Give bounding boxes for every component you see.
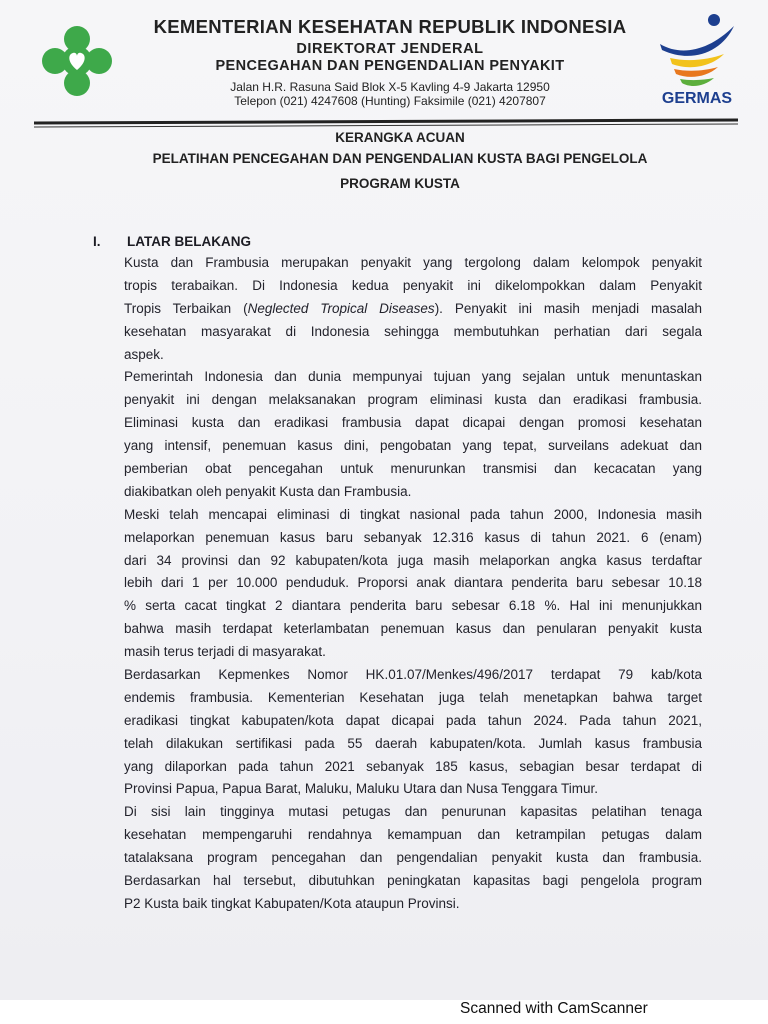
body-text-run: Tropis Terbaikan ( <box>124 300 248 316</box>
body-line: pemberian obat pencegahan untuk menurunkan transmisi dan kecacatan yang <box>124 461 702 477</box>
body-text-run: ). Penyakit ini masih menjadi masalah <box>434 300 702 316</box>
body-line: Berdasarkan Kepmenkes Nomor HK.01.07/Menkes/496/2017 terdapat 79 kab/kota <box>124 667 702 683</box>
ministry-name: KEMENTERIAN KESEHATAN REPUBLIK INDONESIA <box>153 16 627 37</box>
sub-directorate-name: PENCEGAHAN DAN PENGENDALIAN PENYAKIT <box>215 58 565 74</box>
section-heading: LATAR BELAKANG <box>127 234 251 249</box>
body-line: Kusta dan Frambusia merupakan penyakit yang tergolong dalam kelompok penyakit <box>124 255 702 270</box>
body-line: eradikasi tingkat kabupaten/kota dapat dicapai pada tahun 2024. Pada tahun 2021, <box>124 712 702 728</box>
document-type-title: KERANGKA ACUAN <box>335 130 465 145</box>
body-line: diakibatkan oleh penyakit Kusta dan Frambusia. <box>124 483 412 499</box>
camscanner-watermark: Scanned with CamScanner <box>460 1000 648 1017</box>
document-title-line-1: PELATIHAN PENCEGAHAN DAN PENGENDALIAN KUSTA BAGI PENGELOLA <box>152 151 648 166</box>
body-line: yang intensif, penemuan kasus dini, pengobatan yang tepat, surveilans adekuat dan <box>124 438 702 454</box>
phone-line: Telepon (021) 4247608 (Hunting) Faksimile (021) 4207807 <box>234 94 546 108</box>
body-line: tropis terabaikan. Di Indonesia kedua penyakit ini dikelompokkan dalam Penyakit <box>124 277 702 293</box>
body-line: telah dilakukan sertifikasi pada 55 daerah kabupaten/kota. Jumlah kasus frambusia <box>124 735 702 751</box>
body-line: kesehatan masyarakat di Indonesia sehingga membutuhkan perhatian dari segala <box>124 323 702 339</box>
body-line: P2 Kusta baik tingkat Kabupaten/Kota ataupun Provinsi. <box>124 895 460 911</box>
address-line: Jalan H.R. Rasuna Said Blok X-5 Kavling 4-9 Jakarta 12950 <box>230 80 550 94</box>
body-line <box>124 298 702 321</box>
body-line: yang dilaporkan pada tahun 2021 sebanyak 185 kasus, sebagian besar terdapat di <box>124 758 702 774</box>
body-line: Eliminasi kusta dan eradikasi frambusia dapat dicapai dengan promosi kesehatan <box>124 415 702 431</box>
body-line: Meski telah mencapai eliminasi di tingkat nasional pada tahun 2000, Indonesia masih <box>124 506 702 522</box>
document-title-line-2: PROGRAM KUSTA <box>340 176 460 191</box>
section-body <box>124 252 702 916</box>
body-line: Berdasarkan hal tersebut, dibutuhkan peningkatan kapasitas bagi pengelola program <box>124 873 702 889</box>
body-line: penyakit ini dengan melaksanakan program eliminasi kusta dan eradikasi frambusia. <box>124 392 702 408</box>
germas-label: GERMAS <box>661 90 733 107</box>
body-line: melaporkan penemuan kasus baru sebanyak 12.316 kasus di tahun 2021. 6 (enam) <box>124 529 702 545</box>
body-line: masih terus terjadi di masyarakat. <box>124 644 326 660</box>
footer-band <box>0 1000 768 1024</box>
body-line: tatalaksana program pencegahan dan pengendalian penyakit kusta dan frambusia. <box>124 850 702 866</box>
italic-term: Neglected Tropical Diseases <box>247 300 435 316</box>
section-number: I. <box>93 234 101 249</box>
body-line: lebih dari 1 per 10.000 penduduk. Proporsi anak diantara penderita baru sebesar 10.18 <box>124 575 702 591</box>
body-line: kesehatan mempengaruhi rendahnya kemampuan dan ketrampilan petugas dalam <box>124 827 702 843</box>
body-line: dari 34 provinsi dan 92 kabupaten/kota juga masih melaporkan angka kasus terdaftar <box>124 552 702 568</box>
body-line: Provinsi Papua, Papua Barat, Maluku, Maluku Utara dan Nusa Tenggara Timur. <box>124 781 599 797</box>
kemenkes-logo <box>34 18 120 104</box>
body-line: Di sisi lain tingginya mutasi petugas dan penurunan kapasitas pelatihan tenaga <box>124 804 702 820</box>
body-line: endemis frambusia. Kementerian Kesehatan juga telah menetapkan bahwa target <box>124 689 702 705</box>
body-line: aspek. <box>124 346 164 362</box>
body-line: bahwa masih terdapat keterlambatan penemuan kasus dan penularan penyakit kusta <box>124 621 702 637</box>
directorate-name: DIREKTORAT JENDERAL <box>296 41 484 57</box>
body-line: % serta cacat tingkat 2 diantara penderita baru sebesar 6.18 %. Hal ini menunjukkan <box>124 598 702 614</box>
body-line: Pemerintah Indonesia dan dunia mempunyai tujuan yang sejalan untuk menuntaskan <box>124 369 702 385</box>
